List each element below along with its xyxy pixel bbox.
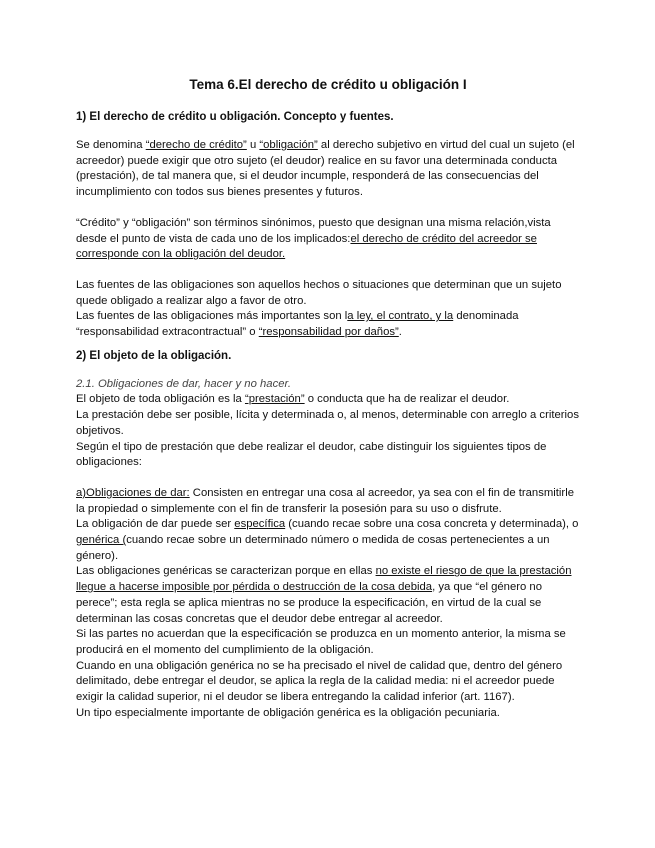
- paragraph-types: Según el tipo de prestación que debe realizar el deudor, cabe distinguir los siguientes tipos de obligaciones:: [76, 440, 547, 469]
- underlined-term: específica: [234, 518, 286, 531]
- page-title: Tema 6.El derecho de crédito u obligación I: [189, 77, 467, 92]
- document-page: [76, 76, 580, 722]
- text: “Crédito” y “obligación” son términos sinónimos, puesto que designan una misma relación,vista desde el punto de vista de cada uno de los implicados:: [76, 216, 551, 245]
- subsection-heading: 2.1. Obligaciones de dar, hacer y no hacer.: [76, 377, 291, 390]
- paragraph-synonyms: [76, 216, 580, 263]
- paragraph-obligaciones-dar: [76, 486, 580, 517]
- paragraph-sources: Las fuentes de las obligaciones son aquellos hechos o situaciones que determinan que un sujeto quede obligado a realizar algo a favor de otro.: [76, 278, 562, 307]
- text: Consisten en entregar una cosa al acreedor, ya sea con el fin de transmitirle la propiedad o simplemente con el fin de transferir la posesión para su uso o disfrute.: [76, 486, 574, 515]
- paragraph-object: [76, 392, 580, 408]
- underlined-phrase: a ley, el contrato, y la: [347, 310, 454, 323]
- underlined-term: “prestación”: [244, 393, 305, 406]
- paragraph-pecuniaria: Un tipo especialmente importante de obligación genérica es la obligación pecuniaria.: [76, 706, 500, 719]
- paragraph-prestacion: La prestación debe ser posible, lícita y determinada o, al menos, determinable con arreglo a criterios objetivos.: [76, 409, 579, 437]
- underlined-term: a)Obligaciones de dar:: [76, 486, 190, 499]
- text: Las obligaciones genéricas se caracterizan porque en ellas: [76, 565, 376, 578]
- text: cuando recae sobre un determinado número o medida de cosas pertenecientes a un género).: [76, 534, 550, 562]
- text: al derecho subjetivo en virtud del cual un sujeto (el acreedor) puede exigir que otro sujeto (el deudor) realice en su favor una determinada conducta (prestación), de tal manera que, si el deudor incumple, responderá de las consecuencias del incumplimiento con todos sus bienes presentes y futuros.: [76, 139, 575, 199]
- underlined-phrase: no existe el riesgo de que la prestación llegue a hacerse imposible por pérdida o destrucción de la cosa debida: [76, 565, 572, 594]
- section-1-heading: 1) El derecho de crédito u obligación. Concepto y fuentes.: [76, 111, 394, 123]
- underlined-phrase: el derecho de crédito del acreedor se corresponde con la obligación del deudor.: [76, 232, 537, 261]
- paragraph-genericas: [76, 564, 580, 627]
- text: u: [246, 139, 260, 151]
- section-2-heading: 2) El objeto de la obligación.: [76, 349, 232, 362]
- paragraph-main-sources: [76, 309, 580, 340]
- text: denominada “responsabilidad extracontractual” o: [76, 310, 519, 339]
- text: (cuando recae sobre una cosa concreta y determinada), o: [285, 518, 579, 531]
- underlined-term: “obligación”: [259, 139, 318, 151]
- underlined-phrase: “responsabilidad por daños”: [258, 326, 399, 339]
- text: La obligación de dar puede ser: [76, 518, 235, 531]
- underlined-term: “derecho de crédito”: [145, 139, 247, 151]
- paragraph-especificacion: Si las partes no acuerdan que la especificación se produzca en un momento anterior, la misma se producirá en el momento del cumplimiento de la obligación.: [76, 628, 566, 656]
- text: , ya que “el género no perece”; esta regla se aplica mientras no se produce la especificación, en virtud de la cual se determinan las cosas concretas que el deudor debe entregar al acreedor.: [76, 581, 543, 625]
- underlined-term: genérica (: [76, 534, 127, 547]
- paragraph-calidad-media: Cuando en una obligación genérica no se ha precisado el nivel de calidad que, dentro del género delimitado, debe entregar el deudor, se aplica la regla de la calidad media: ni el acreedor puede exigir la calidad superior, ni el deudor se libera entregando la calidad inferior (art. 1167).: [76, 659, 563, 704]
- text: Se denomina: [76, 139, 146, 151]
- paragraph-definition: [76, 138, 580, 201]
- text: .: [398, 326, 402, 339]
- paragraph-especifica-generica: [76, 517, 580, 564]
- text: Las fuentes de las obligaciones más importantes son l: [76, 310, 348, 323]
- text: o conducta que ha de realizar el deudor.: [304, 393, 510, 406]
- text: El objeto de toda obligación es la: [76, 393, 245, 406]
